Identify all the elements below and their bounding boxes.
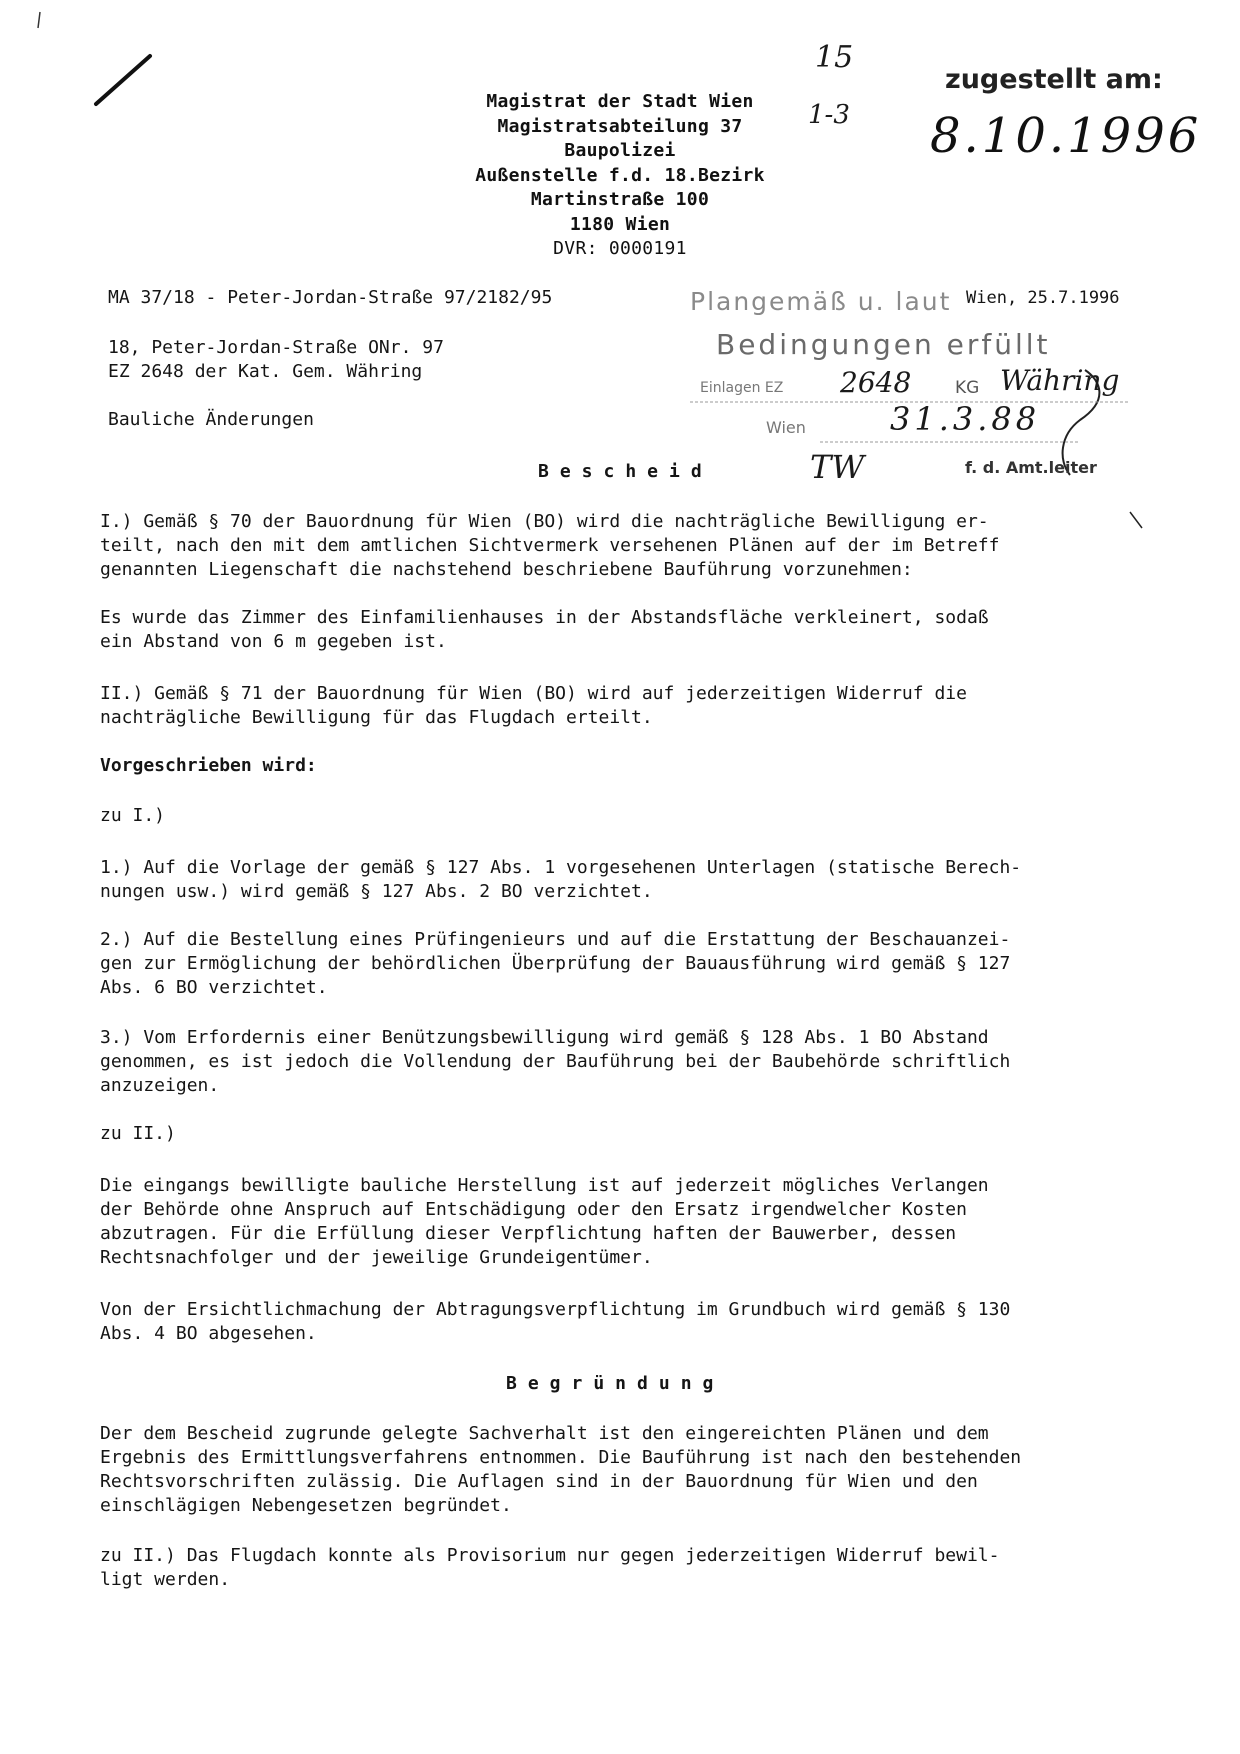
delivered-date: 8.10.1996 [930, 108, 1202, 164]
stamp-underline-date [820, 440, 1080, 444]
delivered-stamp: zugestellt am: [945, 64, 1163, 95]
office-stamp: f. d. Amt.leiter [965, 458, 1097, 477]
section-zu-2: zu II.) [100, 1123, 176, 1144]
subject-line: Bauliche Änderungen [108, 409, 314, 430]
item-2: 2.) Auf die Bestellung eines Prüfingenieurs und auf die Erstattung der Beschauanzei- gen zur Ermöglichung der behördlichen Überprüfung der Bauausführung wird gemäß § 127 Abs. 6 BO verzichtet. [100, 929, 1011, 998]
handwritten-kg: Währing [1000, 364, 1120, 397]
paragraph-land-register: Von der Ersichtlichmachung der Abtragungsverpflichtung im Grundbuch wird gemäß § 130 Abs. 4 BO abgesehen. [100, 1299, 1011, 1344]
cadastral-line: EZ 2648 der Kat. Gem. Währing [108, 361, 423, 382]
place-date: Wien, 25.7.1996 [966, 288, 1120, 308]
file-reference: MA 37/18 - Peter-Jordan-Straße 97/2182/95 [108, 287, 553, 308]
document-title: Bescheid [538, 461, 713, 482]
handwritten-fraction: 1-3 [808, 100, 850, 130]
item-1: 1.) Auf die Vorlage der gemäß § 127 Abs. 1 vorgesehenen Unterlagen (statische Berech- nungen usw.) wird gemäß § 127 Abs. 2 BO verzichtet. [100, 857, 1022, 902]
property-address: 18, Peter-Jordan-Straße ONr. 97 [108, 337, 444, 358]
header-line-3: Baupolizei [564, 140, 676, 161]
wien-stamp-label: Wien [766, 418, 806, 437]
section-zu-1: zu I.) [100, 805, 166, 826]
handwritten-date: 31.3.88 [890, 400, 1041, 438]
item-3: 3.) Vom Erfordernis einer Benützungsbewilligung wird gemäß § 128 Abs. 1 BO Abstand genommen, es ist jedoch die Vollendung der Bauführung bei der Baubehörde schriftlich anzuzeigen. [100, 1027, 1011, 1096]
dvr-number: DVR: 0000191 [553, 238, 687, 259]
handwritten-number: 15 [815, 40, 854, 75]
handwritten-ez: 2648 [840, 366, 912, 399]
header-line-2: Magistratsabteilung 37 [497, 115, 743, 137]
paragraph-revocable-permit: II.) Gemäß § 71 der Bauordnung für Wien (BO) wird auf jederzeitigen Widerruf die nachträgliche Bewilligung für das Flugdach erteilt. [100, 683, 967, 728]
plan-stamp-line: Plangemäß u. laut [690, 287, 952, 316]
conditions-stamp-line: Bedingungen erfüllt [716, 328, 1051, 361]
paragraph-reasoning-zu-2: zu II.) Das Flugdach konnte als Provisorium nur gegen jederzeitigen Widerruf bewil- ligt werden. [100, 1545, 1000, 1590]
paragraph-removal-obligation: Die eingangs bewilligte bauliche Herstellung ist auf jederzeit mögliches Verlangen der Behörde ohne Anspruch auf Entschädigung oder den Ersatz irgendwelcher Kosten abzutragen. Für die Erfüllung dieser Verpflichtung haften der Bauwerber, dessen Rechtsnachfolger und der jeweilige Grundeigentümer. [100, 1175, 989, 1268]
handwritten-initials: TW [810, 448, 865, 486]
header-line-1: Magistrat der Stadt Wien [486, 91, 754, 112]
prescribed-heading: Vorgeschrieben wird: [100, 755, 317, 776]
reasoning-title: Begründung [506, 1373, 725, 1394]
paragraph-permit: I.) Gemäß § 70 der Bauordnung für Wien (BO) wird die nachträgliche Bewilligung er- teilt, nach den mit dem amtlichen Sichtvermerk versehenen Plänen auf der im Betreff genannten Liegenschaft die nachstehend beschriebene Bauführung vorzunehmen: [100, 511, 1000, 580]
paragraph-description: Es wurde das Zimmer des Einfamilienhauses in der Abstandsfläche verkleinert, sodaß ein Abstand von 6 m gegeben ist. [100, 607, 989, 652]
paragraph-reasoning: Der dem Bescheid zugrunde gelegte Sachverhalt ist den eingereichten Plänen und dem Ergebnis des Ermittlungsverfahrens entnommen. Die Bauführung ist nach den bestehenden Rechtsvorschriften zulässig. Die Auflagen sind in der Bauordnung für Wien und den einschlägigen Nebengesetzen begründet. [100, 1423, 1022, 1516]
header-line-4: Außenstelle f.d. 18.Bezirk [475, 164, 765, 186]
header-line-6: 1180 Wien [569, 213, 671, 235]
kg-stamp-label: KG [955, 378, 980, 398]
header-line-5: Martinstraße 100 [530, 189, 710, 210]
ez-stamp-label: Einlagen EZ [700, 380, 784, 396]
